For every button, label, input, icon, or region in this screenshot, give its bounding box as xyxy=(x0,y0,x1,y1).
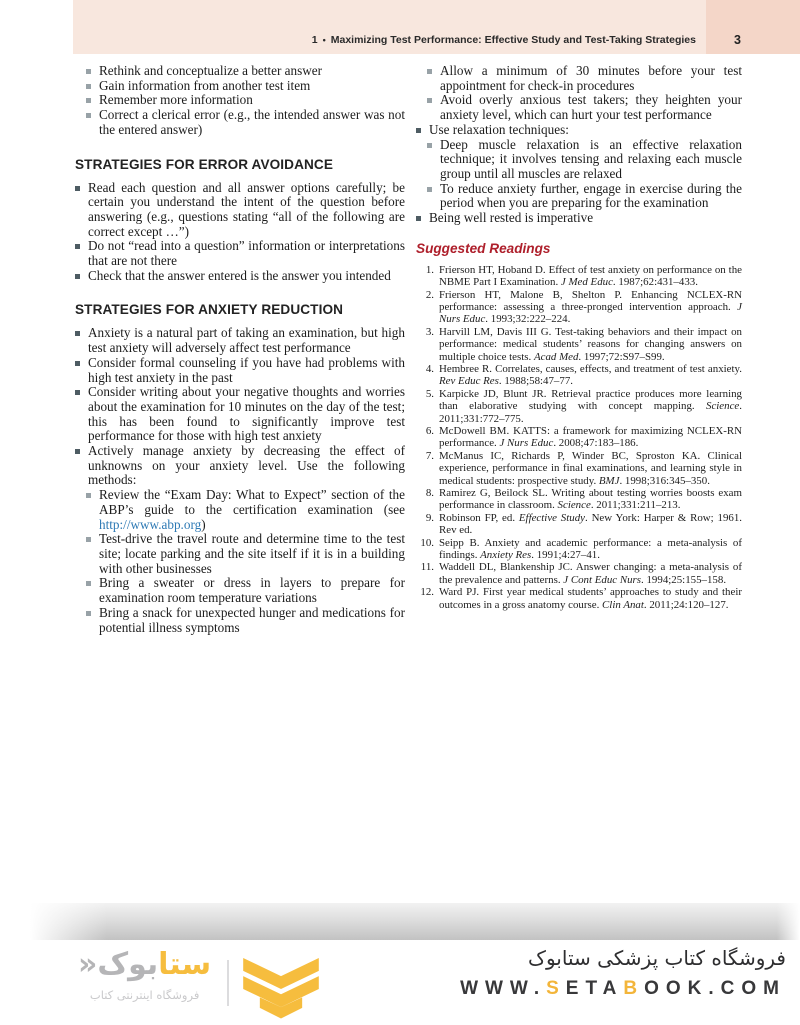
square-bullet-icon xyxy=(75,186,80,191)
text-run: Frierson HT, Hoband D. Effect of test anxiety on performance on the NBME Part I Examination. xyxy=(439,263,742,289)
sub-bullet-item xyxy=(75,108,405,137)
sub-bullet-item xyxy=(416,64,742,93)
text-run: BMJ xyxy=(598,474,620,487)
bullet-text: Gain information from another test item xyxy=(99,77,311,93)
square-bullet-icon xyxy=(416,216,421,221)
square-bullet-icon xyxy=(75,361,80,366)
square-bullet-icon xyxy=(75,244,80,249)
text-run: Science xyxy=(706,400,740,413)
square-bullet-icon xyxy=(86,537,91,542)
reference-number: 8. xyxy=(425,487,434,500)
text-run: Review the “Exam Day: What to Expect” section of the ABP’s guide to the certification examination (see xyxy=(99,487,405,517)
square-bullet-icon xyxy=(427,187,432,192)
reference-item xyxy=(416,425,742,450)
text-run: . 1993;32:222–224. xyxy=(485,313,571,326)
bullet-item xyxy=(416,211,742,226)
reference-item xyxy=(416,363,742,388)
sub-bullet-item xyxy=(75,532,405,576)
bullet-text: Consider formal counseling if you have had problems with high test anxiety in the past xyxy=(88,354,405,385)
bullet-item xyxy=(75,444,405,488)
text-run: Seipp B. Anxiety and academic performance: a meta-analysis of findings. xyxy=(439,536,742,562)
bullet-text: Consider writing about your negative thoughts and worries about the examination for 10 minutes on the day of the test; this has been found to significantly improve test performance for those with high test anxiety xyxy=(88,384,405,444)
abp-link[interactable]: http://www.abp.org xyxy=(99,516,202,532)
reference-text xyxy=(439,264,742,289)
page-number: 3 xyxy=(734,33,741,47)
wordmark-yellow-part: ستا xyxy=(158,947,212,982)
sub-bullet-item xyxy=(416,93,742,122)
bullet-text: Check that the answer entered is the answer you intended xyxy=(88,267,391,283)
bullet-text: Bring a sweater or dress in layers to prepare for examination room temperature variations xyxy=(99,575,405,606)
sub-bullet-item xyxy=(75,64,405,79)
text-run: Ramirez G, Beilock SL. Writing about testing worries boosts exam performance in classroom. xyxy=(439,487,742,512)
bullet-text: Deep muscle relaxation is an effective relaxation technique; it involves tensing and relaxing each muscle group until all muscles are relaxed xyxy=(440,136,742,181)
section-heading: STRATEGIES FOR ERROR AVOIDANCE xyxy=(75,156,334,172)
logo-divider xyxy=(227,960,229,1006)
bullet-text: Anxiety is a natural part of taking an examination, but high test anxiety will adversely affect test performance xyxy=(88,325,405,356)
text-run: Harvill LM, Davis III G. Test-taking behaviors and their impact on performance: medical students’ reasons for changing answers on multiple choice tests. xyxy=(439,325,742,363)
sub-bullet-item xyxy=(75,606,405,635)
setabook-wordmark xyxy=(78,948,211,982)
text-run: Rev Educ Res xyxy=(439,375,499,388)
reference-number: 3. xyxy=(425,325,434,338)
bullet-item xyxy=(75,356,405,385)
reference-number: 9. xyxy=(425,511,434,524)
left-column xyxy=(75,64,405,635)
reference-text xyxy=(439,388,742,425)
text-run: Ward PJ. First year medical students’ approaches to study and their outcomes in a gross anatomy course. xyxy=(439,586,742,611)
text-run: . New York: Harper & Row; 1961. Rev ed. xyxy=(439,511,743,537)
chapter-title: Maximizing Test Performance: Effective Study and Test-Taking Strategies xyxy=(330,34,696,46)
reference-item xyxy=(416,450,742,487)
reference-item xyxy=(416,289,742,326)
square-bullet-icon xyxy=(86,84,91,89)
square-bullet-icon xyxy=(75,390,80,395)
bullet-item xyxy=(416,123,742,138)
text-run: J Nurs Educ xyxy=(439,300,742,326)
reference-text xyxy=(439,450,742,487)
text-run: McDowell BM. KATTS: a framework for maximizing NCLEX-RN performance. xyxy=(439,425,742,450)
reference-item xyxy=(416,561,742,586)
text-run: Waddell DL, Blankenship JC. Answer changing: a meta-analysis of the prevalence and patterns. xyxy=(439,561,742,586)
reference-item xyxy=(416,586,742,611)
reference-text xyxy=(439,425,742,450)
square-bullet-icon xyxy=(86,581,91,586)
sub-bullet-item xyxy=(416,182,742,211)
url-text: OOK.COM xyxy=(644,978,786,999)
page-body xyxy=(75,64,742,635)
page-header-strip xyxy=(73,0,800,54)
text-run: Frierson HT, Malone B, Shelton P. Enhancing NCLEX-RN performance: assessing a three-pronged intervention approach. xyxy=(439,288,742,313)
text-run: Effective Study xyxy=(518,511,586,524)
text-run: J Med Educ xyxy=(560,276,613,289)
text-run: Science xyxy=(557,499,591,512)
text-run: . 1997;72:S97–S99. xyxy=(578,350,665,363)
bullet-text: Bring a snack for unexpected hunger and medications for potential illness symptoms xyxy=(99,604,405,635)
running-header xyxy=(73,34,706,54)
square-bullet-icon xyxy=(427,98,432,103)
sub-bullet-item xyxy=(75,576,405,605)
bullet-text: Use relaxation techniques: xyxy=(429,121,569,137)
bullet-text: Do not “read into a question” information or interpretations that are not there xyxy=(88,238,405,269)
bullet-text: Avoid overly anxious test takers; they heighten your anxiety level, which can hurt your test performance xyxy=(440,92,742,123)
text-run: Clin Anat xyxy=(602,598,644,611)
text-run: ) xyxy=(201,516,206,532)
text-run: Hembree R. Correlates, causes, effects, and treatment of test anxiety. xyxy=(439,362,742,375)
square-bullet-icon xyxy=(86,98,91,103)
store-name-line: فروشگاه کتاب پزشکی ستابوک xyxy=(528,946,786,970)
reference-text xyxy=(439,326,742,363)
text-run: Acad Med xyxy=(533,350,579,363)
logo-tagline: فروشگاه اینترنتی کتاب xyxy=(89,988,200,1002)
reference-number: 4. xyxy=(425,362,434,375)
right-column xyxy=(416,64,742,635)
reference-item xyxy=(416,388,742,425)
text-run: McManus IC, Richards P, Winder BC, Sproston KA. Clinical experience, performance in final examinations, and learning style in medical students: prospective study. xyxy=(439,449,742,487)
text-run: . 1991;4:27–41. xyxy=(531,549,600,562)
bullet-item xyxy=(75,326,405,355)
bullet-text: Test-drive the travel route and determine time to the test site; locate parking and the site itself if it is in a building with other businesses xyxy=(99,531,405,576)
square-bullet-icon xyxy=(75,331,80,336)
reference-number: 1. xyxy=(425,263,434,276)
reference-text xyxy=(439,363,742,388)
bullet-item xyxy=(75,181,405,240)
text-run: Karpicke JD, Blunt JR. Retrieval practice produces more learning than elaborative studying with concept mapping. xyxy=(439,387,742,413)
reference-number: 12. xyxy=(420,586,434,599)
text-run: J Cont Educ Nurs xyxy=(563,573,642,586)
reference-text xyxy=(439,561,742,586)
suggested-readings-heading: Suggested Readings xyxy=(416,240,551,256)
square-bullet-icon xyxy=(416,128,421,133)
footer-shadow-bar xyxy=(30,903,800,940)
text-run: . 2008;47:183–186. xyxy=(553,437,639,450)
footer-store-info xyxy=(460,946,786,1000)
bullet-item xyxy=(75,269,405,284)
reference-number: 5. xyxy=(425,387,434,400)
bullet-text: Actively manage anxiety by decreasing the effect of unknowns on your anxiety level. Use the following methods: xyxy=(88,443,405,488)
chapter-number: 1 xyxy=(311,34,318,46)
reference-text xyxy=(439,586,742,611)
wordmark-grey-part: بوک« xyxy=(78,947,159,982)
page-number-box xyxy=(706,0,800,54)
square-bullet-icon xyxy=(86,113,91,118)
reference-text xyxy=(439,487,742,512)
url-text: ETA xyxy=(565,978,624,999)
square-bullet-icon xyxy=(427,69,432,74)
footer-url[interactable] xyxy=(460,978,786,1000)
square-bullet-icon xyxy=(427,143,432,148)
sub-bullet-item xyxy=(75,79,405,94)
bullet-text: To reduce anxiety further, engage in exercise during the period when you are preparing for the examination xyxy=(440,180,742,211)
reference-item xyxy=(416,264,742,289)
text-run: . 1988;58:47–77. xyxy=(498,375,573,388)
square-bullet-icon xyxy=(75,274,80,279)
text-run: . 1994;25:155–158. xyxy=(641,573,727,586)
text-run: . 1998;316:345–350. xyxy=(619,474,710,487)
reference-item xyxy=(416,512,742,537)
reference-text xyxy=(439,512,742,537)
url-text: WWW. xyxy=(460,978,547,999)
text-run: J Nurs Educ xyxy=(499,437,554,450)
text-run: Anxiety Res xyxy=(480,549,532,562)
bullet-item xyxy=(75,239,405,268)
text-run: . 2011;24:120–127. xyxy=(643,598,729,611)
square-bullet-icon xyxy=(86,493,91,498)
bullet-text: Read each question and all answer options carefully; be certain you understand the intent of the question before answering (e.g., questions stating “all of the following are correct except …”) xyxy=(88,179,405,239)
text-run: Robinson FP, ed. xyxy=(439,511,519,524)
reference-item xyxy=(416,487,742,512)
bullet-text: Allow a minimum of 30 minutes before your test appointment for check-in procedures xyxy=(440,63,742,93)
text-run: . 2011;331:211–213. xyxy=(590,499,681,512)
reference-item xyxy=(416,537,742,562)
reference-text xyxy=(439,289,742,326)
bullet-text: Rethink and conceptualize a better answer xyxy=(99,63,322,78)
chevron-logo-icon xyxy=(243,958,319,1025)
reference-text xyxy=(439,537,742,562)
text-run: . 1987;62:431–433. xyxy=(612,276,698,289)
square-bullet-icon xyxy=(75,449,80,454)
bullet-text: Remember more information xyxy=(99,92,253,108)
bullet-item xyxy=(75,385,405,444)
url-accent-letter: S xyxy=(546,978,566,999)
reference-number: 7. xyxy=(425,449,434,462)
reference-number: 11. xyxy=(420,561,434,574)
header-separator-dot: • xyxy=(322,35,326,45)
sub-bullet-item xyxy=(416,138,742,182)
url-accent-letter: B xyxy=(623,978,645,999)
section-heading: STRATEGIES FOR ANXIETY REDUCTION xyxy=(75,302,344,318)
bullet-text xyxy=(99,488,405,532)
square-bullet-icon xyxy=(86,69,91,74)
reference-item xyxy=(416,326,742,363)
text-run: . 2011;331:772–775. xyxy=(439,400,742,425)
square-bullet-icon xyxy=(86,611,91,616)
reference-number: 10. xyxy=(420,536,434,549)
sub-bullet-item xyxy=(75,488,405,532)
bullet-text: Correct a clerical error (e.g., the intended answer was not the entered answer) xyxy=(99,107,405,137)
sub-bullet-item xyxy=(75,93,405,108)
reference-number: 6. xyxy=(425,425,434,438)
setabook-logo[interactable] xyxy=(78,948,319,1025)
bullet-text: Being well rested is imperative xyxy=(429,210,594,226)
reference-number: 2. xyxy=(425,288,434,301)
